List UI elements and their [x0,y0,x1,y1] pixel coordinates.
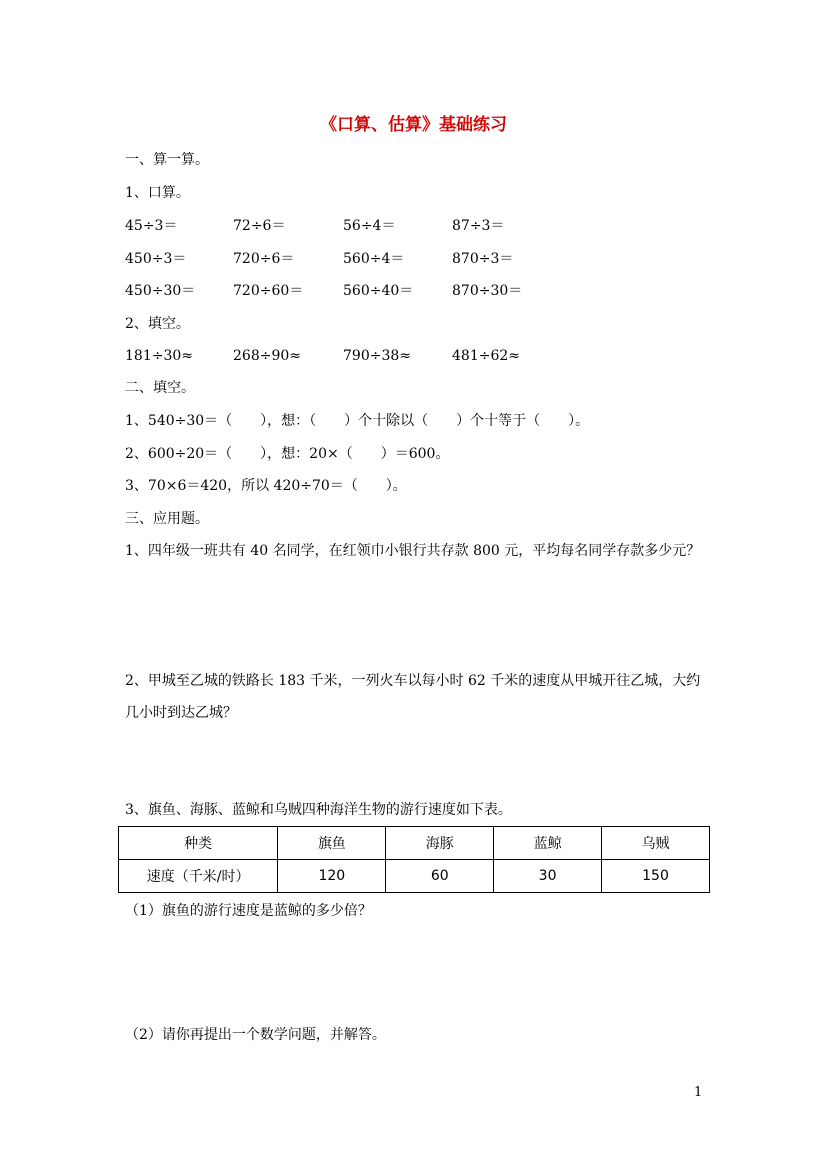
fill-blank-item-3: 3、70×6＝420，所以 420÷70＝（ ）。 [125,478,407,494]
estimate-item: 181÷30≈ [125,348,193,364]
question-2-heading: 2、填空。 [125,316,190,332]
oral-calc-item: 87÷3＝ [452,218,505,234]
section-3-heading: 三、应用题。 [125,511,209,527]
word-problem-2-line-1: 2、甲城至乙城的铁路长 183 千米，一列火车以每小时 62 千米的速度从甲城开往乙城，大约 [125,673,701,689]
oral-calc-item: 560÷4＝ [343,251,405,267]
table-cell: 30 [494,860,602,893]
oral-calc-item: 720÷60＝ [233,283,304,299]
estimate-item: 790÷38≈ [343,348,411,364]
sub-question-2: （2）请你再提出一个数学问题，并解答。 [125,1027,386,1043]
oral-calc-item: 560÷40＝ [343,283,414,299]
question-1-heading: 1、口算。 [125,185,190,201]
estimate-item: 481÷62≈ [452,348,520,364]
page-number: 1 [694,1085,703,1100]
fill-blank-item-1: 1、540÷30＝（ ），想：（ ）个十除以（ ）个十等于（ ）。 [125,413,590,429]
oral-calc-item: 870÷3＝ [452,251,514,267]
table-cell: 旗鱼 [278,827,386,860]
word-problem-3: 3、旗鱼、海豚、蓝鲸和乌贼四种海洋生物的游行速度如下表。 [125,802,512,818]
speed-table [118,826,710,893]
table-cell: 60 [386,860,494,893]
table-cell: 蓝鲸 [494,827,602,860]
table-cell: 速度（千米/时） [119,860,278,893]
oral-calc-item: 56÷4＝ [343,218,396,234]
estimate-item: 268÷90≈ [233,348,301,364]
oral-calc-item: 72÷6＝ [233,218,286,234]
fill-blank-item-2: 2、600÷20＝（ ），想：20×（ ）＝600。 [125,446,450,462]
oral-calc-item: 870÷30＝ [452,283,523,299]
table-cell: 150 [602,860,710,893]
table-header-row [119,827,710,860]
oral-calc-item: 45÷3＝ [125,218,178,234]
table-row [119,860,710,893]
section-2-heading: 二、填空。 [125,380,195,396]
sub-question-1: （1）旗鱼的游行速度是蓝鲸的多少倍？ [125,903,372,919]
oral-calc-item: 720÷6＝ [233,251,295,267]
word-problem-1: 1、四年级一班共有 40 名同学，在红领巾小银行共存款 800 元，平均每名同学存款多少元？ [125,543,701,559]
page-title: 《口算、估算》基础练习 [320,115,507,135]
table-cell: 种类 [119,827,278,860]
oral-calc-item: 450÷3＝ [125,251,187,267]
table-cell: 120 [278,860,386,893]
table-cell: 乌贼 [602,827,710,860]
table-cell: 海豚 [386,827,494,860]
oral-calc-item: 450÷30＝ [125,283,196,299]
section-1-heading: 一、算一算。 [125,152,209,168]
word-problem-2-line-2: 几小时到达乙城？ [125,705,237,721]
